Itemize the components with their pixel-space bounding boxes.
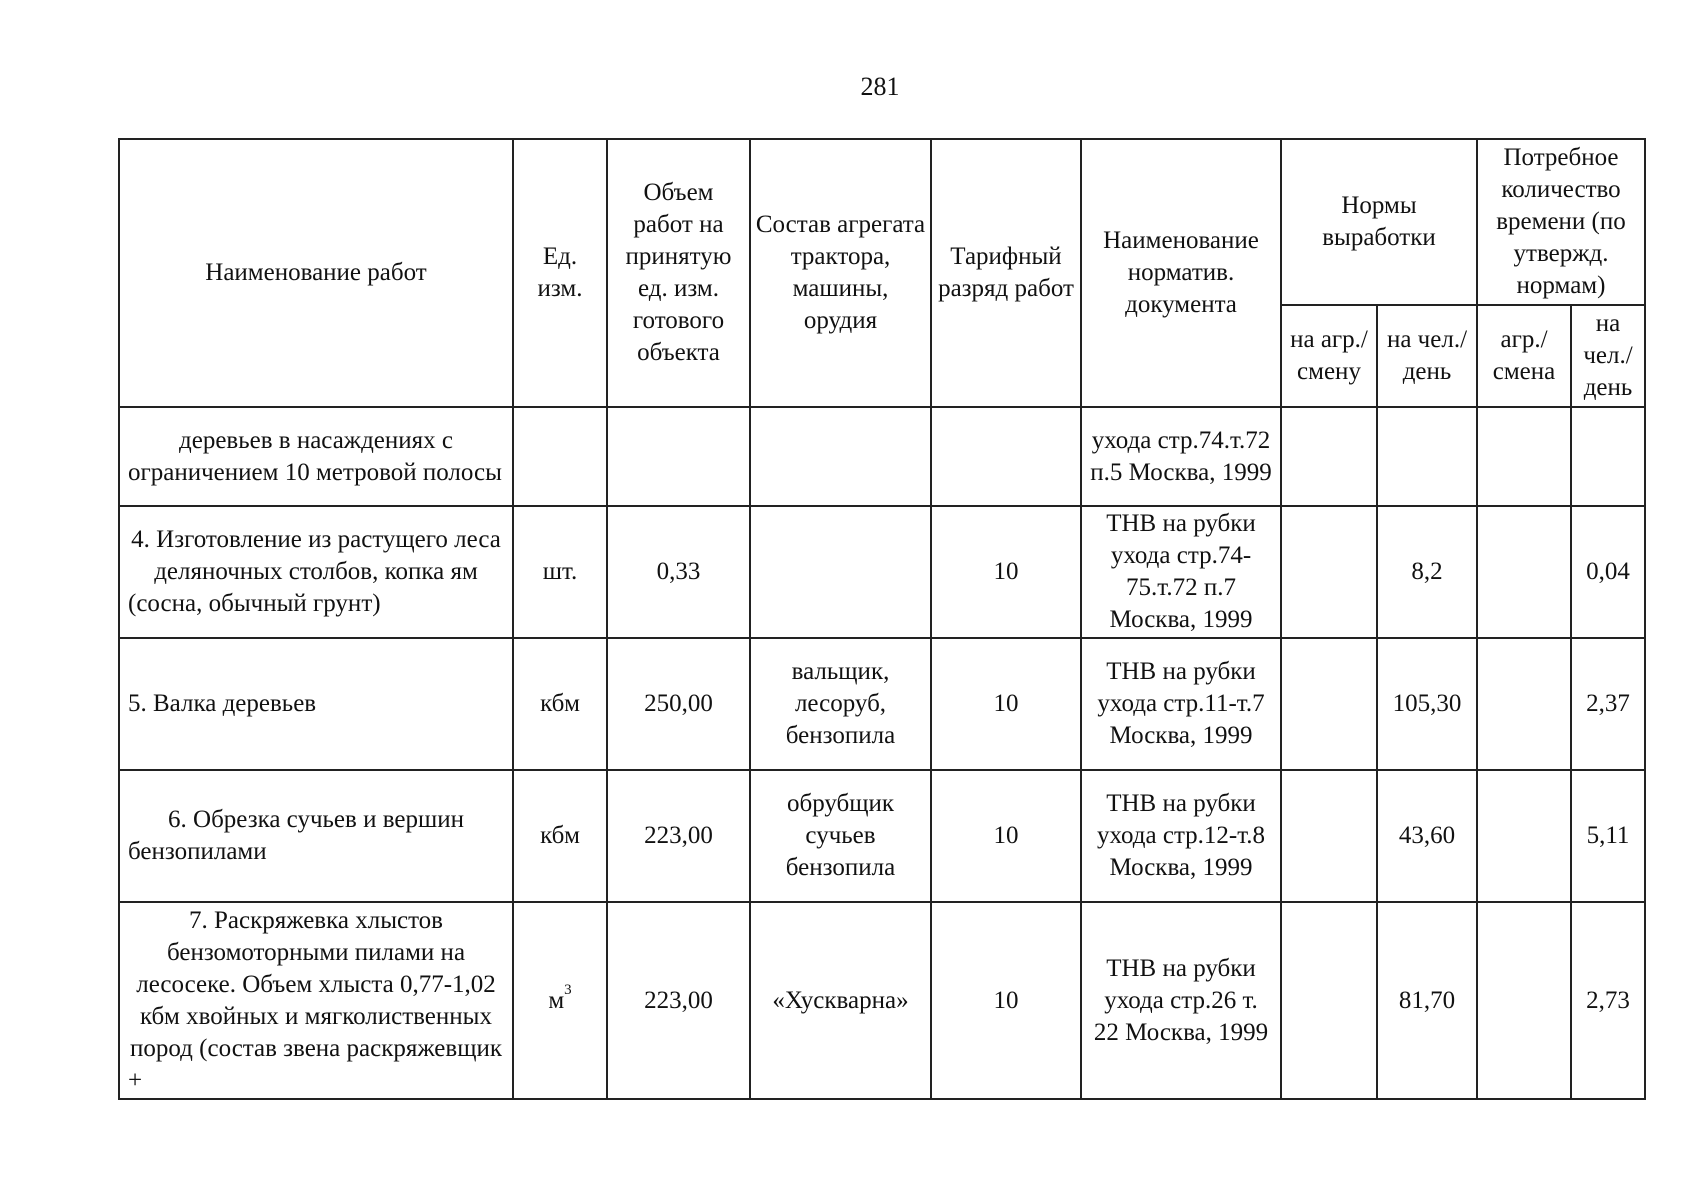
volume-cell [607, 407, 750, 506]
time-agr-cell [1477, 902, 1571, 1099]
table-row [119, 506, 1645, 638]
unit-cell [513, 902, 607, 1099]
norm-agr-cell [1281, 902, 1377, 1099]
work-name-cell: деревьев в насаждениях с ограничением 10 метровой полосы [119, 407, 513, 506]
table-row [119, 902, 1645, 1099]
page-number: 281 [860, 72, 900, 101]
header-doc: Наименование норматив. документа [1081, 139, 1281, 407]
time-man-cell: 2,37 [1571, 638, 1645, 770]
work-norms-table [118, 138, 1646, 1100]
time-man-cell: 2,73 [1571, 902, 1645, 1099]
unit-text: м [548, 986, 565, 1014]
time-agr-cell [1477, 407, 1571, 506]
unit-cell [513, 407, 607, 506]
header-volume: Объем работ на принятую ед. изм. готового объекта [607, 139, 750, 407]
tariff-cell [931, 407, 1081, 506]
doc-cell: ТНВ на рубки ухода стр.74-75.т.72 п.7 Москва, 1999 [1081, 506, 1281, 638]
header-time-man: на чел./ день [1571, 305, 1645, 407]
table-row [119, 638, 1645, 770]
table-body [119, 407, 1645, 1099]
volume-cell: 250,00 [607, 638, 750, 770]
work-name-cell: 7. Раскряжевка хлыстов бензомоторными пилами на лесосеке. Объем хлыста 0,77-1,02 кбм хвойных и мягколиственных пород (состав звена раскряжевщик + [119, 902, 513, 1099]
time-man-cell: 5,11 [1571, 770, 1645, 902]
time-man-cell [1571, 407, 1645, 506]
header-time-need: Потребное количество времени (по утвержд. нормам) [1477, 139, 1645, 305]
unit-text: кбм [540, 822, 580, 849]
tariff-cell: 10 [931, 902, 1081, 1099]
time-agr-cell [1477, 770, 1571, 902]
header-norms-agr: на агр./ смену [1281, 305, 1377, 407]
norm-agr-cell [1281, 770, 1377, 902]
table-row [119, 770, 1645, 902]
unit-cell [513, 770, 607, 902]
doc-cell: ТНВ на рубки ухода стр.11-т.7 Москва, 1999 [1081, 638, 1281, 770]
time-agr-cell [1477, 638, 1571, 770]
header-norms-man: на чел./ день [1377, 305, 1477, 407]
work-name-cell: 4. Изготовление из растущего леса деляночных столбов, копка ям (сосна, обычный грунт) [119, 506, 513, 638]
volume-cell: 223,00 [607, 902, 750, 1099]
aggregate-cell [750, 506, 931, 638]
time-agr-cell [1477, 506, 1571, 638]
work-name-cell: 6. Обрезка сучьев и вершин бензопилами [119, 770, 513, 902]
aggregate-cell: обрубщик сучьев бензопила [750, 770, 931, 902]
volume-cell: 223,00 [607, 770, 750, 902]
work-name-cell: 5. Валка деревьев [119, 638, 513, 770]
header-tariff: Тарифный разряд работ [931, 139, 1081, 407]
norm-man-cell: 81,70 [1377, 902, 1477, 1099]
norm-man-cell: 8,2 [1377, 506, 1477, 638]
header-time-agr: агр./ смена [1477, 305, 1571, 407]
doc-cell: ТНВ на рубки ухода стр.12-т.8 Москва, 1999 [1081, 770, 1281, 902]
header-unit: Ед. изм. [513, 139, 607, 407]
doc-cell: ТНВ на рубки ухода стр.26 т. 22 Москва, 1999 [1081, 902, 1281, 1099]
table-row [119, 407, 1645, 506]
aggregate-cell: «Хускварна» [750, 902, 931, 1099]
norm-man-cell: 43,60 [1377, 770, 1477, 902]
doc-cell: ухода стр.74.т.72 п.5 Москва, 1999 [1081, 407, 1281, 506]
header-norms: Нормы выработки [1281, 139, 1477, 305]
tariff-cell: 10 [931, 638, 1081, 770]
time-man-cell: 0,04 [1571, 506, 1645, 638]
volume-cell: 0,33 [607, 506, 750, 638]
norm-agr-cell [1281, 407, 1377, 506]
tariff-cell: 10 [931, 770, 1081, 902]
unit-text: шт. [542, 558, 578, 585]
unit-superscript: 3 [564, 982, 572, 999]
unit-text: кбм [540, 690, 580, 717]
table-header [119, 139, 1645, 407]
norm-agr-cell [1281, 506, 1377, 638]
norm-agr-cell [1281, 638, 1377, 770]
unit-cell [513, 638, 607, 770]
header-work-name: Наименование работ [119, 139, 513, 407]
unit-cell [513, 506, 607, 638]
norm-man-cell: 105,30 [1377, 638, 1477, 770]
aggregate-cell: вальщик, лесоруб, бензопила [750, 638, 931, 770]
norm-man-cell [1377, 407, 1477, 506]
aggregate-cell [750, 407, 931, 506]
tariff-cell: 10 [931, 506, 1081, 638]
header-aggregate: Состав агрегата трактора, машины, орудия [750, 139, 931, 407]
